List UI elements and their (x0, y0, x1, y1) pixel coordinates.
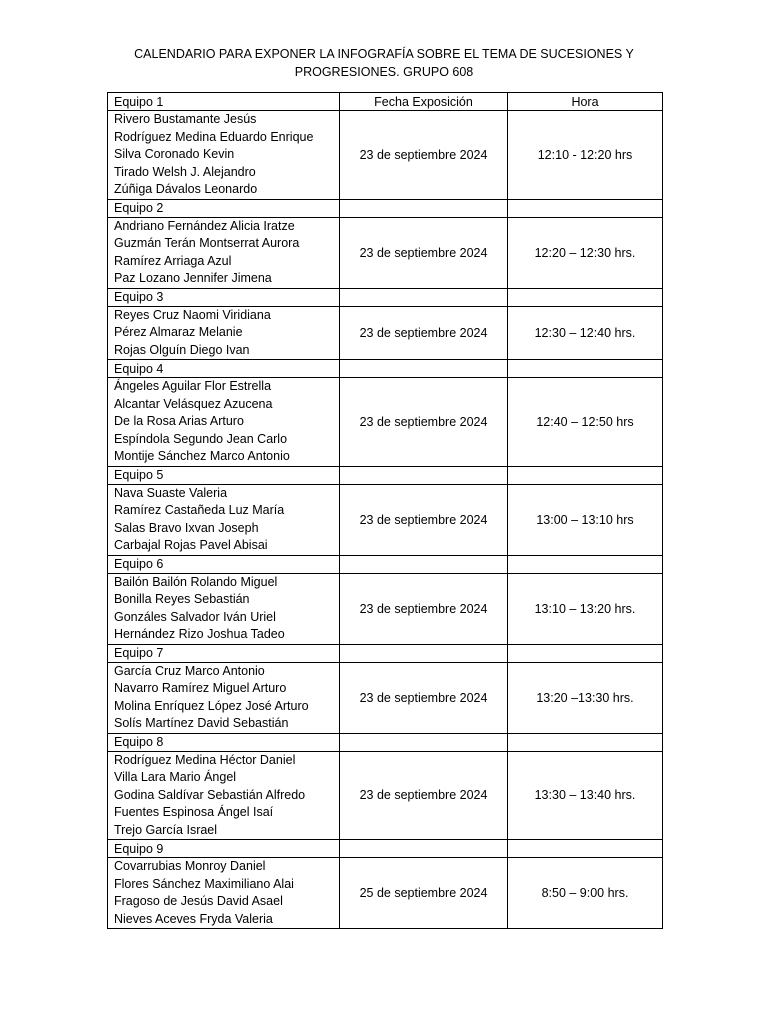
exposition-time: 13:30 – 13:40 hrs. (508, 751, 663, 840)
member-name: Silva Coronado Kevin (114, 147, 235, 161)
exposition-date: 23 de septiembre 2024 (340, 217, 508, 288)
team-label: Equipo 3 (108, 288, 340, 306)
member-name: Guzmán Terán Montserrat Aurora (114, 236, 300, 250)
team-label: Equipo 7 (108, 644, 340, 662)
member-name: Reyes Cruz Naomi Viridiana (114, 307, 271, 322)
document-title (107, 45, 661, 81)
schedule-table-head (108, 93, 663, 111)
member-name: Godina Saldívar Sebastián Alfredo (114, 787, 306, 802)
member-name: Rodríguez Medina Eduardo Enrique (114, 129, 314, 144)
empty-cell (508, 199, 663, 217)
member-name: Solís Martínez David Sebastián (114, 716, 289, 730)
member-name: Covarrubias Monroy Daniel (114, 859, 266, 873)
exposition-date: 23 de septiembre 2024 (340, 573, 508, 644)
member-name: Ramírez Castañeda Luz María (114, 503, 285, 517)
header-team: Equipo 1 (108, 93, 340, 111)
member-name: Navarro Ramírez Miguel Arturo (114, 681, 287, 695)
team-label: Equipo 2 (108, 199, 340, 217)
member-name: Pérez Almaraz Melanie (114, 325, 243, 339)
team-label: Equipo 8 (108, 733, 340, 751)
team-row (108, 217, 663, 288)
team-row (108, 111, 663, 200)
document-title-line-2: PROGRESIONES. GRUPO 608 (294, 65, 474, 79)
member-name: Paz Lozano Jennifer Jimena (114, 271, 272, 285)
member-name: Rojas Olguín Diego Ivan (114, 342, 250, 357)
member-name: Andriano Fernández Alicia Iratze (114, 218, 295, 233)
team-row (108, 751, 663, 840)
member-name: Rodríguez Medina Héctor Daniel (114, 752, 296, 767)
exposition-date: 23 de septiembre 2024 (340, 751, 508, 840)
team-row (108, 662, 663, 733)
member-name: Hernández Rizo Joshua Tadeo (114, 627, 285, 641)
team-members (108, 573, 340, 644)
team-members (108, 217, 340, 288)
empty-cell (340, 199, 508, 217)
exposition-time: 12:30 – 12:40 hrs. (508, 306, 663, 360)
exposition-date: 23 de septiembre 2024 (340, 111, 508, 200)
member-name: Trejo García Israel (114, 822, 218, 837)
exposition-time: 13:00 – 13:10 hrs (508, 484, 663, 555)
member-name: Ramírez Arriaga Azul (114, 253, 232, 268)
team-members (108, 111, 340, 200)
member-name: Zúñiga Dávalos Leonardo (114, 182, 258, 196)
team-row (108, 378, 663, 467)
empty-cell (340, 555, 508, 573)
exposition-time: 13:20 –13:30 hrs. (508, 662, 663, 733)
exposition-time: 12:10 - 12:20 hrs (508, 111, 663, 200)
header-date: Fecha Exposición (340, 93, 508, 111)
team-label: Equipo 5 (108, 466, 340, 484)
exposition-time: 12:40 – 12:50 hrs (508, 378, 663, 467)
empty-cell (340, 466, 508, 484)
empty-cell (508, 644, 663, 662)
member-name: Espíndola Segundo Jean Carlo (114, 431, 288, 446)
team-header-row (108, 466, 663, 484)
exposition-date: 23 de septiembre 2024 (340, 662, 508, 733)
exposition-time: 12:20 – 12:30 hrs. (508, 217, 663, 288)
document-title-line-1: CALENDARIO PARA EXPONER LA INFOGRAFÍA SOBRE EL TEMA DE SUCESIONES Y (134, 47, 634, 61)
team-members (108, 858, 340, 929)
team-row (108, 573, 663, 644)
member-name: Flores Sánchez Maximiliano Alai (114, 876, 294, 891)
empty-cell (508, 360, 663, 378)
schedule-table-body (108, 111, 663, 929)
team-header-row (108, 288, 663, 306)
empty-cell (340, 288, 508, 306)
team-label: Equipo 4 (108, 360, 340, 378)
team-members (108, 751, 340, 840)
member-name: Montije Sánchez Marco Antonio (114, 449, 290, 463)
member-name: Villa Lara Mario Ángel (114, 770, 237, 784)
empty-cell (508, 555, 663, 573)
team-header-row (108, 555, 663, 573)
exposition-date: 23 de septiembre 2024 (340, 484, 508, 555)
exposition-date: 23 de septiembre 2024 (340, 306, 508, 360)
team-label: Equipo 6 (108, 555, 340, 573)
member-name: Molina Enríquez López José Arturo (114, 698, 309, 713)
member-name: De la Rosa Arias Arturo (114, 414, 244, 428)
empty-cell (508, 733, 663, 751)
empty-cell (508, 288, 663, 306)
member-name: Ángeles Aguilar Flor Estrella (114, 379, 272, 393)
header-time: Hora (508, 93, 663, 111)
team-header-row (108, 360, 663, 378)
member-name: Nava Suaste Valeria (114, 485, 228, 500)
team-members (108, 378, 340, 467)
member-name: Gonzáles Salvador Iván Uriel (114, 609, 276, 624)
team-members (108, 306, 340, 360)
empty-cell (340, 644, 508, 662)
exposition-date: 25 de septiembre 2024 (340, 858, 508, 929)
member-name: Tirado Welsh J. Alejandro (114, 164, 256, 179)
member-name: Nieves Aceves Fryda Valeria (114, 911, 273, 926)
team-row (108, 484, 663, 555)
member-name: García Cruz Marco Antonio (114, 663, 265, 678)
empty-cell (508, 840, 663, 858)
team-row (108, 306, 663, 360)
schedule-table (107, 92, 663, 929)
member-name: Salas Bravo Ixvan Joseph (114, 520, 259, 535)
header-row (108, 93, 663, 111)
team-header-row (108, 199, 663, 217)
empty-cell (508, 466, 663, 484)
team-members (108, 484, 340, 555)
member-name: Alcantar Velásquez Azucena (114, 396, 273, 411)
team-members (108, 662, 340, 733)
exposition-date: 23 de septiembre 2024 (340, 378, 508, 467)
member-name: Fragoso de Jesús David Asael (114, 894, 283, 908)
team-label: Equipo 9 (108, 840, 340, 858)
empty-cell (340, 360, 508, 378)
exposition-time: 13:10 – 13:20 hrs. (508, 573, 663, 644)
team-header-row (108, 733, 663, 751)
team-row (108, 858, 663, 929)
member-name: Fuentes Espinosa Ángel Isaí (114, 805, 274, 819)
team-header-row (108, 644, 663, 662)
member-name: Rivero Bustamante Jesús (114, 112, 257, 126)
exposition-time: 8:50 – 9:00 hrs. (508, 858, 663, 929)
member-name: Carbajal Rojas Pavel Abisai (114, 538, 268, 552)
team-header-row (108, 840, 663, 858)
empty-cell (340, 840, 508, 858)
member-name: Bailón Bailón Rolando Miguel (114, 574, 278, 589)
member-name: Bonilla Reyes Sebastián (114, 592, 250, 606)
empty-cell (340, 733, 508, 751)
